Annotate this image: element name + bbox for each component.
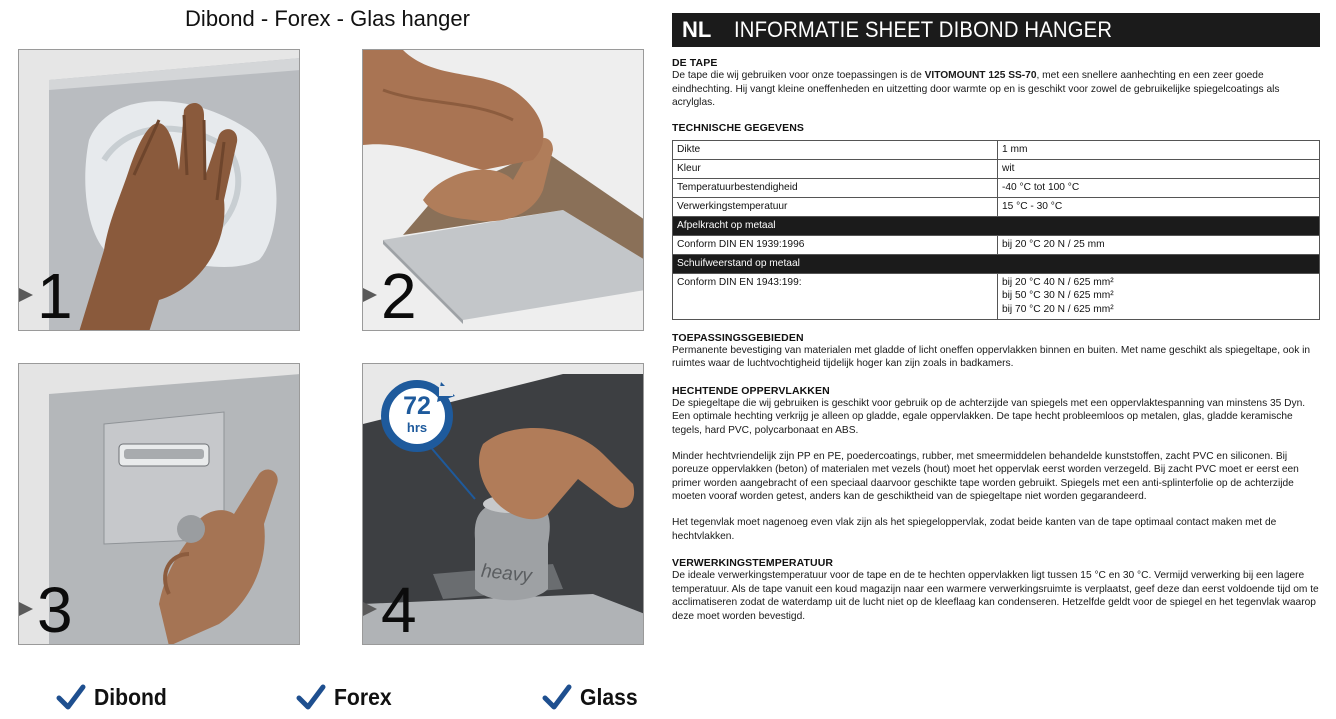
table-row: Kleur wit — [673, 159, 1320, 178]
table-row: Conform DIN EN 1939:1996 bij 20 °C 20 N / 25 mm — [673, 235, 1320, 254]
step-2-panel — [362, 49, 644, 331]
sheet-title: INFORMATIE SHEET DIBOND HANGER — [734, 17, 1113, 42]
table-row: Verwerkingstemperatuur 15 °C - 30 °C — [673, 197, 1320, 216]
surfaces-text-1: De spiegeltape die wij gebruiken is geschikt voor gebruik op de achterzijde van spiegels met een oppervlaktespanning van minstens 35 Dyn. Een optimale hechting verkrijg je alleen op gladde, egale oppervlakken. De tape hecht probleemloos op metalen, glas, gladde keramische tegels, hard PVC, polycarbonaat en ABS. — [672, 397, 1306, 436]
step-3-number: 3 — [37, 574, 73, 645]
table-section-header: Afpelkracht op metaal — [673, 216, 1320, 235]
table-row: Temperatuurbestendigheid -40 °C tot 100 °C — [673, 178, 1320, 197]
tape-heading: DE TAPE — [672, 57, 718, 69]
specs-heading: TECHNISCHE GEGEVENS — [672, 121, 805, 134]
check-forex — [296, 682, 397, 712]
timer-badge-number: 72 — [403, 392, 431, 420]
material-checklist — [0, 682, 660, 716]
tape-text: De tape die wij gebruiken voor onze toepassingen is de VITOMOUNT 125 SS-70, met een snellere aanhechting en een zeer goede eindhechting. Hij vangt kleine oneffenheden en uitzetting door warmte op en is geschikt voor zowel de gebruikelijke spiegelcoatings als acrylglas. — [672, 70, 1280, 109]
applications-text: Permanente bevestiging van materialen met gladde of licht oneffen oppervlakken binnen en buiten. Met name geschikt als spiegeltape, ook in ruimtes waar de luchtvochtigheid tijdelijk hoger kan zijn zoals in badkamers. — [672, 344, 1311, 370]
step-4-arrow-icon — [363, 602, 377, 616]
step-4-panel — [362, 363, 644, 645]
surfaces-text-2: Minder hechtvriendelijk zijn PP en PE, poedercoatings, rubber, met smeermiddelen behandelde kunststoffen, zacht PVC en siliconen. Bij poreuze oppervlakken (beton) of materialen met vezels (hout) moet het oppervlak eerst worden verzegeld. Bij zacht PVC moet er eerst een primer worden aangebracht of een speciaal daarvoor geschikte tape worden gebruikt. Spiegels met een anti-splinterfolie op de achterzijde moeten vooraf worden getest, anders kan de geschiktheid van de spiegeltape niet worden gegarandeerd. — [672, 450, 1299, 503]
surfaces-heading: HECHTENDE OPPERVLAKKEN — [672, 384, 830, 397]
table-row: Dikte 1 mm — [673, 140, 1320, 159]
check-dibond — [56, 682, 173, 712]
timer-badge — [379, 376, 457, 454]
check-label: Glass — [580, 683, 638, 710]
checkmark-icon — [296, 682, 326, 712]
step-3-panel — [18, 363, 300, 645]
language-code: NL — [682, 17, 712, 42]
table-section-header: Schuifweerstand op metaal — [673, 254, 1320, 273]
check-glass — [542, 682, 643, 712]
sheet-header — [672, 13, 1320, 47]
applications-heading: TOEPASSINGSGEBIEDEN — [672, 331, 804, 344]
specs-table — [672, 140, 1320, 320]
checkmark-icon — [56, 682, 86, 712]
step-1-number: 1 — [37, 260, 73, 331]
tape-product: VITOMOUNT 125 SS-70 — [924, 70, 1037, 81]
checkmark-icon — [542, 682, 572, 712]
processing-text: De ideale verwerkingstemperatuur voor de tape en de te hechten oppervlakken ligt tussen 15 °C en 30 °C. Vermijd verwerking bij een lagere temperatuur. Als de tape vanuit een koud magazijn naar een warmere verwerkingsruimte is verplaatst, geef deze dan eerst voldoende tijd om te acclimatiseren zodat de waterdamp uit de lucht niet op de kleeflaag kan condenseren. Hetzelfde geldt voor de spiegel en het tegenvlak waarop deze moet worden bevestigd. — [672, 570, 1319, 622]
weight-label: heavy — [480, 560, 533, 587]
step-2-number: 2 — [381, 260, 417, 331]
surfaces-text-3: Het tegenvlak moet nagenoeg even vlak zijn als het spiegeloppervlak, zodat beide kanten van de tape optimaal contact maken met de hechtvlakken. — [672, 516, 1277, 542]
step-3-arrow-icon — [19, 602, 33, 616]
info-sheet — [672, 13, 1320, 623]
check-label: Forex — [334, 683, 392, 710]
timer-badge-unit: hrs — [406, 420, 428, 435]
step-1-panel — [18, 49, 300, 331]
step-4-number: 4 — [381, 574, 417, 645]
left-title: Dibond - Forex - Glas hanger — [185, 6, 470, 31]
table-row: Conform DIN EN 1943:199: bij 20 °C 40 N / 625 mm² bij 50 °C 30 N / 625 mm² bij 70 °C 20 N / 625 mm² — [673, 273, 1320, 319]
step-1-arrow-icon — [19, 288, 33, 302]
check-label: Dibond — [94, 683, 167, 710]
step-2-arrow-icon — [363, 288, 377, 302]
processing-heading: VERWERKINGSTEMPERATUUR — [672, 557, 834, 570]
